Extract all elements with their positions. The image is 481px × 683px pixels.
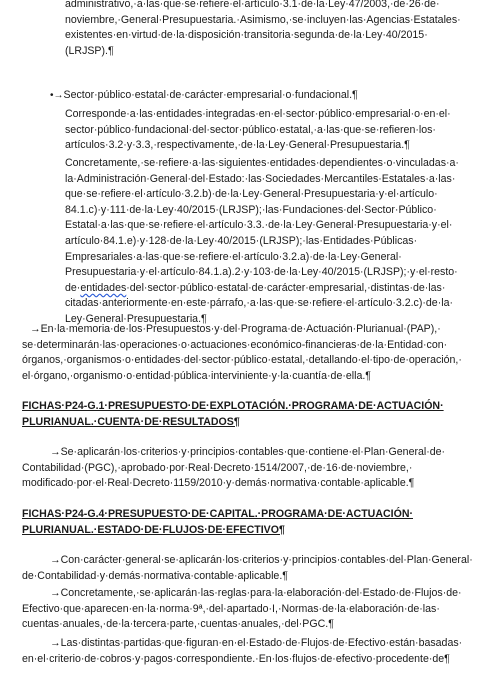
text-line: Corresponde·a·las·entidades·integradas·en·el·sector·público·empresarial·o·en·el· [65, 108, 451, 120]
text-line: existentes·en·virtud·de·la·disposición·transitoria·segunda·de·la·Ley·40/2015· [65, 29, 428, 42]
section-heading-cuenta-resultados[interactable] [22, 399, 466, 430]
text-line: Empresariales·a·las·que·se·refiere·el·artículo·3.2.a)·de·la·Ley·General· [65, 250, 402, 263]
text-line: artículo·84.1.e)·y·128·de·la·Ley·40/2015·(LRJSP);·las·Entidades·Públicas· [65, 234, 418, 247]
text-line: Estatal·a·las·que·se·refiere·el·artículo·3.3.·de·la·Ley·General·Presupuestaria·y·el· [65, 219, 453, 232]
paragraph-concretamente[interactable] [65, 156, 466, 328]
paragraph-corresponde[interactable] [65, 107, 466, 154]
paragraph-reglas[interactable] [22, 586, 466, 633]
text-line: se·determinarán·las·operaciones·o·actuaciones·económico-financieras·de·la·Entidad·con· [22, 338, 448, 351]
bullet-marker: •→ [50, 90, 64, 101]
text-line: la·Administración·General·del·Estado:·las·Sociedades·Mercantiles·Estatales·a·las· [65, 172, 456, 185]
paragraph-memoria[interactable] [22, 322, 466, 384]
text-run: ·del·sector·público·estatal·de·carácter·empresarial,·distintas·de·las· [126, 281, 446, 294]
text-line: el·órgano,·organismo·o·entidad·pública·interviniente·y·la·cuantía·de·ella.¶ [22, 369, 371, 382]
text-line: en·el·criterio·de·cobros·y·pagos·correspondiente.·En·los·flujos·de·efectivo·procedente·de¶ [22, 652, 450, 665]
text-line: 84.1.c)·y·111·de·la·Ley·40/2015·(LRJSP);·las·Fundaciones·del·Sector·Público· [65, 203, 437, 216]
text-line: noviembre,·General·Presupuestaria.·Asimismo,·se·incluyen·las·Agencias·Estatales· [65, 13, 461, 26]
text-line: →Se·aplicarán·los·criterios·y·principios·contables·que·contiene·el·Plan·General·de· [50, 446, 446, 458]
heading-line: FICHAS·P24-G.4·PRESUPUESTO·DE·CAPITAL.·PROGRAMA·DE·ACTUACIÓN· [22, 508, 413, 520]
text-line [65, 281, 466, 297]
heading-line: FICHAS·P24-G.1·PRESUPUESTO·DE·EXPLOTACIÓN.·PROGRAMA·DE·ACTUACIÓN· [22, 400, 444, 412]
heading-line: PLURIANUAL.·CUENTA·DE·RESULTADOS¶ [22, 415, 240, 428]
text-line: Contabilidad·(PGC),·aprobado·por·Real·Decreto·1514/2007,·de·16·de·noviembre,· [22, 461, 413, 474]
text-line: →Las·distintas·partidas·que·figuran·en·el·Estado·de·Flujos·de·Efectivo·están·basadas· [50, 637, 463, 649]
spelling-flagged-word[interactable]: entidades [80, 281, 127, 294]
text-line: Efectivo·que·aparecen·en·la·norma·9ª,·del·apartado·I,·Normas·de·la·elaboración·de·las· [22, 602, 440, 615]
text-line: cuentas·anuales,·de·la·tercera·parte,·cuentas·anuales,·del·PGC.¶ [22, 618, 334, 631]
bullet-text: Sector·público·estatal·de·carácter·empresarial·o·fundacional.¶ [63, 89, 358, 101]
text-run: de· [65, 281, 81, 294]
text-line: administrativo,·a·las·que·se·refiere·el·artículo·3.1·de·la·Ley·47/2003,·de·26·de· [65, 0, 440, 10]
text-line: Presupuestaria·y·el·artículo·84.1.a).2·y·103·de·la·Ley·40/2015·(LRJSP);·y·el·resto· [65, 266, 458, 279]
text-line: (LRJSP).¶ [65, 44, 114, 57]
paragraph-caracter-general[interactable] [22, 553, 473, 584]
text-line: modificado·por·el·Real·Decreto·1159/2010·y·demás·normativa·contable·aplicable.¶ [22, 477, 415, 490]
text-line: artículos·3.2·y·3.3,·respectivamente,·de·la·Ley·General·Presupuestaria.¶ [65, 139, 410, 152]
section-heading-flujos-efectivo[interactable] [22, 507, 466, 538]
text-line: Ley·General·Presupuestaria.¶ [65, 312, 207, 325]
text-line: citadas·anteriormente·en·este·párrafo,·a·las·que·se·refiere·el·artículo·3.2.c)·de·la· [65, 297, 453, 310]
paragraph-criterios[interactable] [22, 445, 466, 492]
text-line: →Concretamente,·se·aplicarán·las·reglas·para·la·elaboración·del·Estado·de·Flujos·de· [50, 587, 462, 599]
text-line: →Con·carácter·general·se·aplicarán·los·criterios·y·principios·contables·del·Plan·General· [50, 554, 473, 566]
text-line: que·se·refiere·el·artículo·3.2.b)·de·la·Ley·General·Presupuestaria·y·el·artículo· [65, 188, 438, 201]
text-line: →En·la·memoria·de·los·Presupuestos·y·del·Programa·de·Actuación·Plurianual·(PAP),· [30, 323, 441, 335]
bullet-item[interactable] [50, 88, 358, 104]
text-line: órganos,·organismos·o·entidades·del·sector·público·estatal,·detallando·el·tipo·de·operación,· [22, 354, 462, 367]
paragraph-partidas[interactable] [22, 636, 466, 667]
intro-paragraph[interactable] [65, 0, 466, 59]
text-line: Concretamente,·se·refiere·a·las·siguientes·entidades·dependientes·o·vinculadas·a· [65, 157, 459, 169]
text-line: de·Contabilidad·y·demás·normativa·contable·aplicable.¶ [22, 569, 288, 582]
text-line: sector·público·fundacional·del·sector·público·estatal,·a·las·que·se·refieren·los· [65, 123, 436, 136]
heading-line: PLURIANUAL.·ESTADO·DE·FLUJOS·DE·EFECTIVO¶ [22, 523, 285, 536]
